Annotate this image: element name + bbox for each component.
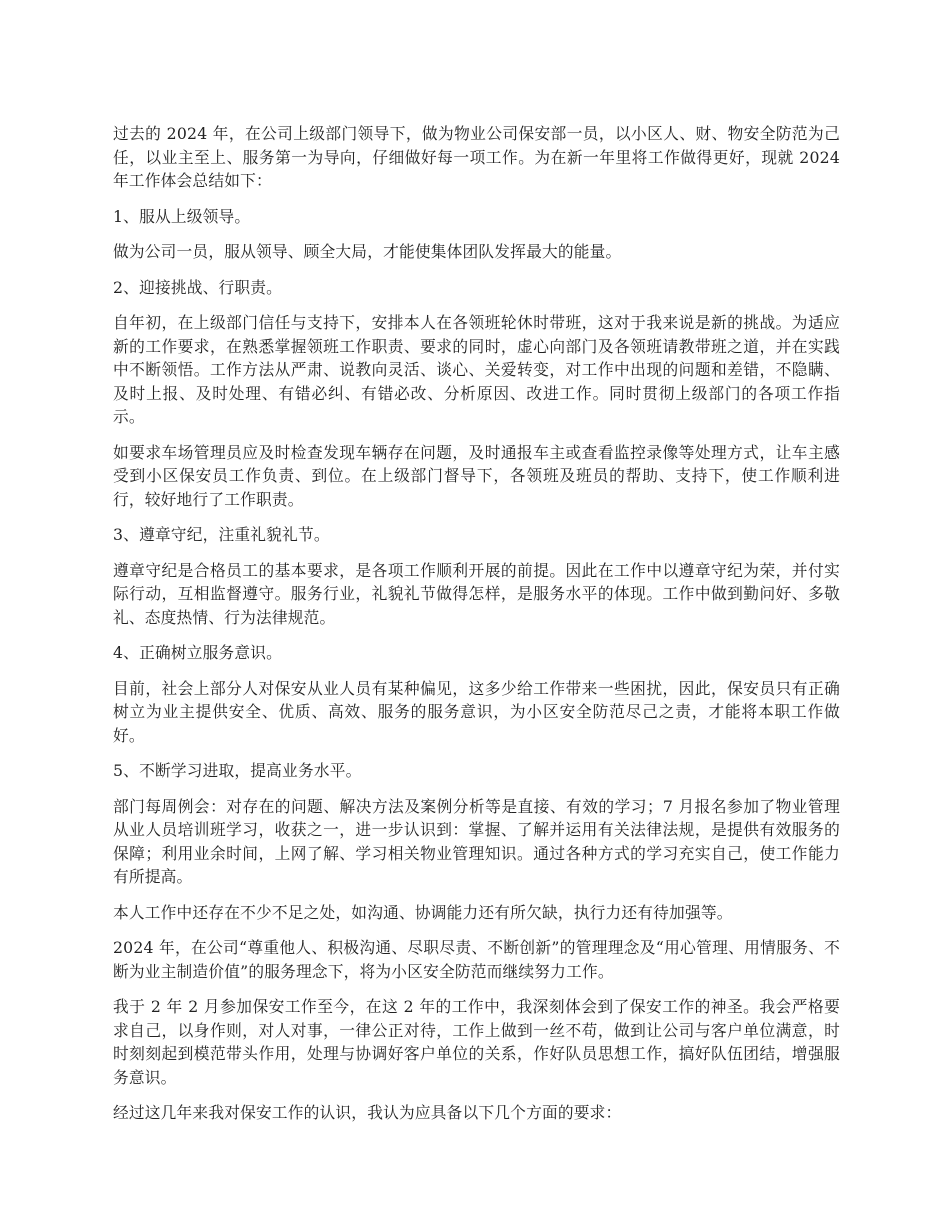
section-5-paragraph: 部门每周例会：对存在的问题、解决方法及案例分析等是直接、有效的学习；7 月报名参加了物业管理从业人员培训班学习，收获之一，进一步认识到：掌握、了解并运用有关法律法规，是提供有效服务的保障；利用业余时间，上网了解、学习相关物业管理知识。通过各种方式的学习充实自己，使工作能力有所提高。 — [113, 796, 840, 886]
outlook-paragraph: 2024 年，在公司“尊重他人、积极沟通、尽职尽责、不断创新”的管理理念及“用心管理、用情服务、不断为业主制造价值”的服务理念下，将为小区安全防范而继续努力工作。 — [113, 938, 840, 981]
section-4-paragraph: 目前，社会上部分人对保安从业人员有某种偏见，这多少给工作带来一些困扰，因此，保安员只有正确树立为业主提供安全、优质、高效、服务的服务意识，为小区安全防范尽己之责，才能将本职工作做好。 — [113, 678, 840, 745]
document-body — [113, 122, 840, 1137]
intro-paragraph: 过去的 2024 年，在公司上级部门领导下，做为物业公司保安部一员，以小区人、财、物安全防范为己任，以业主至上、服务第一为导向，仔细做好每一项工作。为在新一年里将工作做得更好，现就 2024 年工作体会总结如下： — [113, 124, 840, 190]
requirements-intro-paragraph: 经过这几年来我对保安工作的认识，我认为应具备以下几个方面的要求： — [113, 1103, 622, 1122]
experience-paragraph: 我于 2 年 2 月参加保安工作至今，在这 2 年的工作中，我深刻体会到了保安工作的神圣。我会严格要求自己，以身作则，对人对事，一律公正对待，工作上做到一丝不苟，做到让公司与客户单位满意，时时刻刻起到模范带头作用，处理与协调好客户单位的关系，作好队员思想工作，搞好队伍团结，增强服务意识。 — [113, 997, 840, 1087]
section-heading-5: 5、不断学习进取，提高业务水平。 — [113, 761, 362, 780]
section-2-paragraph-1: 自年初，在上级部门信任与支持下，安排本人在各领班轮休时带班，这对于我来说是新的挑战。为适应新的工作要求，在熟悉掌握领班工作职责、要求的同时，虚心向部门及各领班请教带班之道，并在实践中不断领悟。工作方法从严肃、说教向灵活、谈心、关爱转变，对工作中出现的问题和差错，不隐瞒、及时上报、及时处理、有错必纠、有错必改、分析原因、改进工作。同时贯彻上级部门的各项工作指示。 — [113, 313, 840, 426]
section-heading-4: 4、正确树立服务意识。 — [113, 643, 283, 662]
shortcomings-paragraph: 本人工作中还存在不少不足之处，如沟通、协调能力还有所欠缺，执行力还有待加强等。 — [113, 902, 733, 922]
section-heading-2: 2、迎接挑战、行职责。 — [113, 277, 283, 297]
section-2-paragraph-2: 如要求车场管理员应及时检查发现车辆存在问题，及时通报车主或查看监控录像等处理方式，让车主感受到小区保安员工作负责、到位。在上级部门督导下，各领班及班员的帮助、支持下，使工作顺利进行，较好地行了工作职责。 — [113, 442, 840, 509]
section-heading-3: 3、遵章守纪，注重礼貌礼节。 — [113, 525, 330, 544]
section-1-paragraph: 做为公司一员，服从领导、顾全大局，才能使集体团队发挥最大的能量。 — [113, 242, 622, 261]
section-heading-1: 1、服从上级领导。 — [113, 206, 251, 226]
section-3-paragraph: 遵章守纪是合格员工的基本要求，是各项工作顺利开展的前提。因此在工作中以遵章守纪为荣，并付实际行动，互相监督遵守。服务行业，礼貌礼节做得怎样，是服务水平的体现。工作中做到勤问好、多敬礼、态度热情、行为法律规范。 — [113, 560, 840, 627]
